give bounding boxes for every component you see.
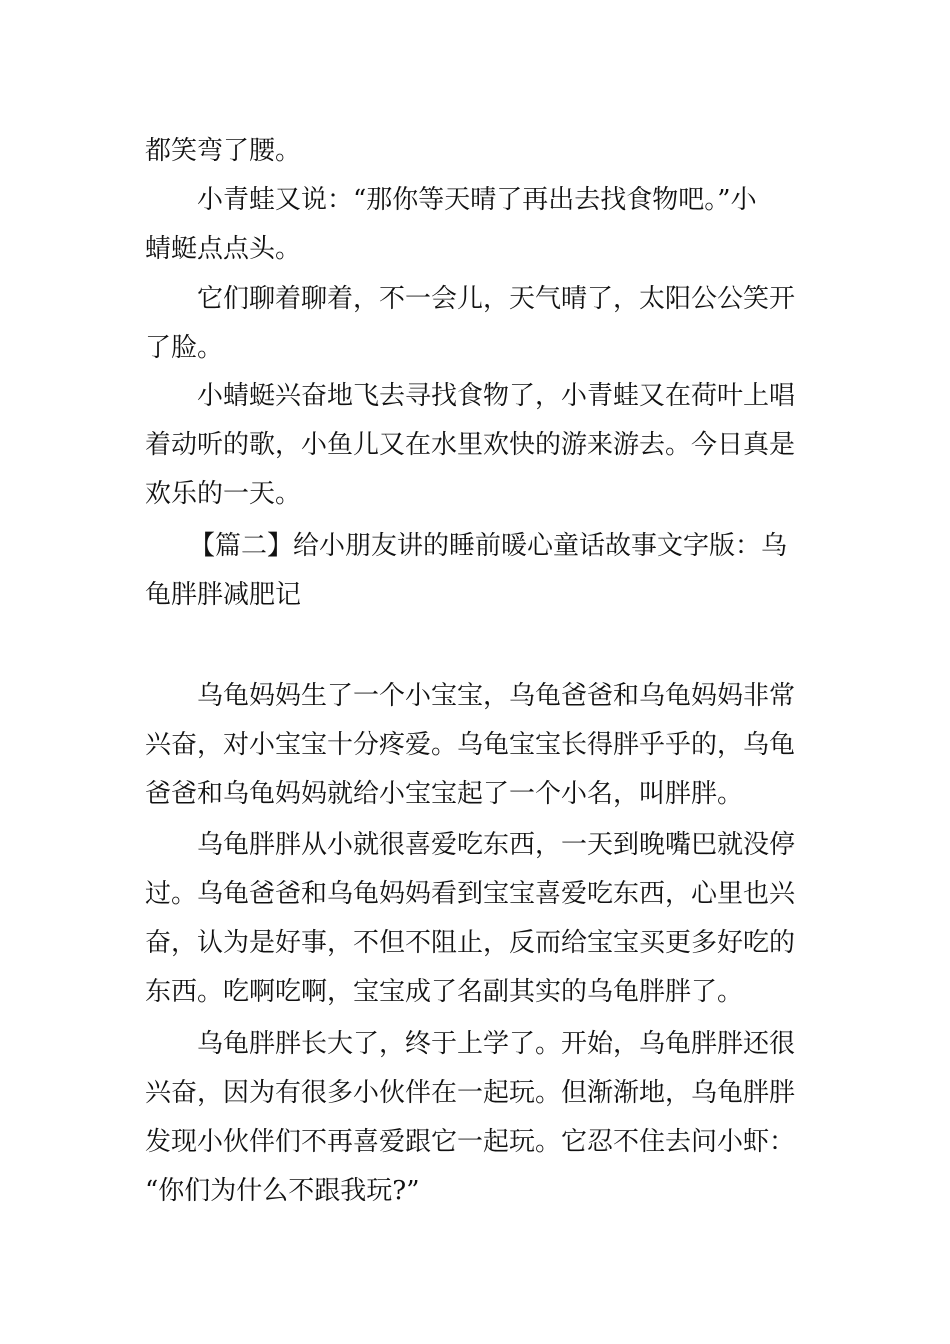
text-line: 它们聊着聊着，不一会儿，天气晴了，太阳公公笑开	[197, 284, 796, 314]
text-line: 乌龟妈妈生了一个小宝宝，乌龟爸爸和乌龟妈妈非常	[197, 681, 796, 711]
section-heading	[145, 522, 810, 620]
paragraph	[145, 672, 810, 819]
text-line: 【篇二】给小朋友讲的睡前暖心童话故事文字版：乌	[189, 531, 788, 561]
text-line: “你们为什么不跟我玩?”	[145, 1176, 420, 1206]
text-line: 龟胖胖减肥记	[145, 580, 302, 610]
text-line: 乌龟胖胖从小就很喜爱吃东西，一天到晚嘴巴就没停	[197, 830, 796, 860]
text-line: 蜻蜓点点头。	[145, 234, 302, 264]
text-line: 过。乌龟爸爸和乌龟妈妈看到宝宝喜爱吃东西，心里也兴	[145, 879, 796, 909]
paragraph	[145, 372, 810, 519]
text-line: 发现小伙伴们不再喜爱跟它一起玩。它忍不住去问小虾：	[145, 1127, 796, 1157]
paragraph	[145, 1020, 810, 1216]
paragraph-continuation	[145, 127, 810, 176]
paragraph	[145, 275, 810, 373]
paragraph	[145, 821, 810, 1017]
text-line: 兴奋，因为有很多小伙伴在一起玩。但渐渐地，乌龟胖胖	[145, 1078, 796, 1108]
text-line: 着动听的歌，小鱼儿又在水里欢快的游来游去。今日真是	[145, 430, 796, 460]
text-line: 兴奋，对小宝宝十分疼爱。乌龟宝宝长得胖乎乎的，乌龟	[145, 730, 796, 760]
text-line: 小蜻蜓兴奋地飞去寻找食物了，小青蛙又在荷叶上唱	[197, 381, 796, 411]
text-line: 都笑弯了腰。	[145, 136, 302, 166]
text-line: 东西。吃啊吃啊，宝宝成了名副其实的乌龟胖胖了。	[145, 977, 744, 1007]
text-line: 小青蛙又说：“那你等天晴了再出去找食物吧。”小	[197, 185, 757, 215]
text-line: 乌龟胖胖长大了，终于上学了。开始，乌龟胖胖还很	[197, 1029, 796, 1059]
text-line: 了脸。	[145, 333, 224, 363]
paragraph	[145, 176, 810, 274]
text-line: 奋，认为是好事，不但不阻止，反而给宝宝买更多好吃的	[145, 928, 796, 958]
text-line: 欢乐的一天。	[145, 479, 302, 509]
text-line: 爸爸和乌龟妈妈就给小宝宝起了一个小名，叫胖胖。	[145, 779, 744, 809]
